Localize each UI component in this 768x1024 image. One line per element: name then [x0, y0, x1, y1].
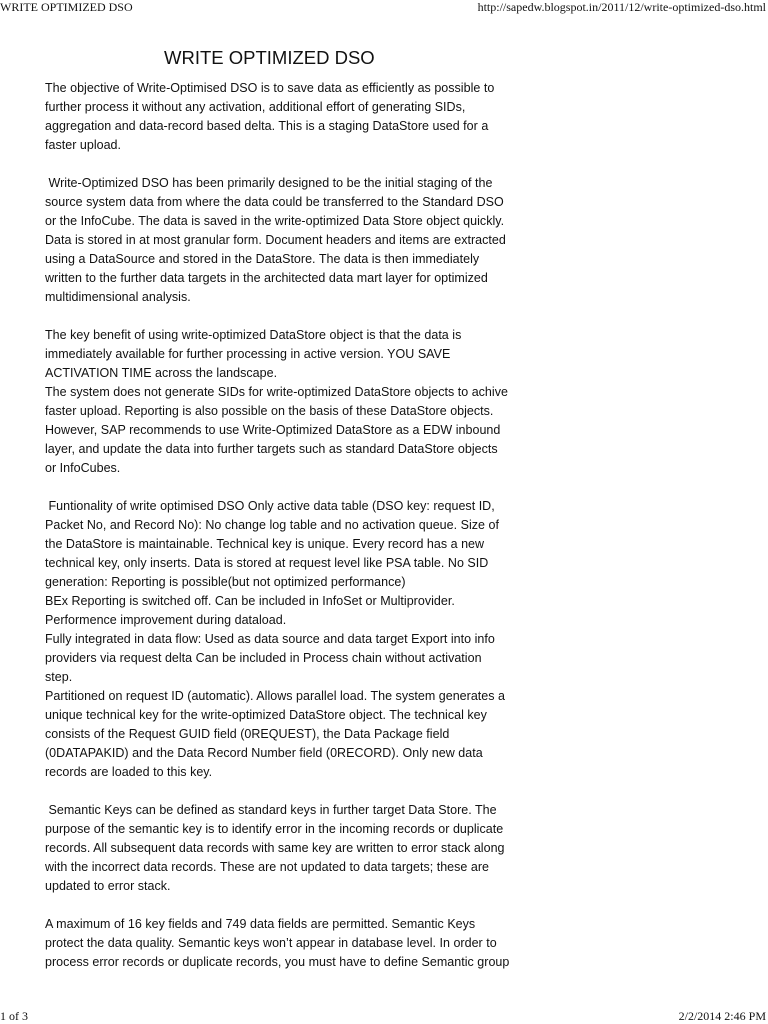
text-line: protect the data quality. Semantic keys won’t appear in database level. In order to	[45, 936, 497, 950]
document-body	[45, 79, 545, 972]
paragraph-key-benefit	[45, 326, 545, 478]
text-line: with the incorrect data records. These are not updated to data targets; these are	[45, 860, 490, 874]
text-line: purpose of the semantic key is to identify error in the incoming records or duplicate	[45, 822, 504, 836]
text-line: or InfoCubes.	[45, 461, 121, 475]
text-line: Funtionality of write optimised DSO Only active data table (DSO key: request ID,	[45, 499, 495, 513]
paragraph-gap	[45, 896, 545, 915]
print-footer-datetime: 2/2/2014 2:46 PM	[678, 1009, 766, 1023]
text-line: The key benefit of using write-optimized DataStore object is that the data is	[45, 328, 462, 342]
text-line: generation: Reporting is possible(but not optimized performance)	[45, 575, 406, 589]
text-line: or the InfoCube. The data is saved in the write-optimized Data Store object quickly.	[45, 214, 505, 228]
text-line: Write-Optimized DSO has been primarily designed to be the initial staging of the	[45, 176, 493, 190]
paragraph-design	[45, 174, 545, 307]
text-line: Performence improvement during dataload.	[45, 613, 287, 627]
text-line: consists of the Request GUID field (0REQUEST), the Data Package field	[45, 727, 450, 741]
document-title: WRITE OPTIMIZED DSO	[164, 47, 375, 68]
paragraph-semantic-keys	[45, 801, 545, 896]
text-line: Semantic Keys can be defined as standard keys in further target Data Store. The	[45, 803, 497, 817]
text-line: records. All subsequent data records with same key are written to error stack along	[45, 841, 505, 855]
text-line: layer, and update the data into further targets such as standard DataStore objects	[45, 442, 498, 456]
paragraph-objective	[45, 79, 545, 155]
text-line: multidimensional analysis.	[45, 290, 191, 304]
text-line: written to the further data targets in the architected data mart layer for optimized	[45, 271, 488, 285]
paragraph-gap	[45, 307, 545, 326]
text-line: technical key, only inserts. Data is stored at request level like PSA table. No SID	[45, 556, 489, 570]
paragraph-gap	[45, 478, 545, 497]
text-line: providers via request delta Can be included in Process chain without activation	[45, 651, 482, 665]
text-line: faster upload. Reporting is also possible on the basis of these DataStore objects.	[45, 404, 494, 418]
text-line: records are loaded to this key.	[45, 765, 213, 779]
text-line: A maximum of 16 key fields and 749 data fields are permitted. Semantic Keys	[45, 917, 476, 931]
text-line: process error records or duplicate records, you must have to define Semantic group	[45, 955, 510, 969]
text-line: Packet No, and Record No): No change log table and no activation queue. Size of	[45, 518, 499, 532]
text-line: (0DATAPAKID) and the Data Record Number field (0RECORD). Only new data	[45, 746, 483, 760]
text-line: step.	[45, 670, 73, 684]
text-line: unique technical key for the write-optimized DataStore object. The technical key	[45, 708, 487, 722]
print-header-title: WRITE OPTIMIZED DSO	[0, 0, 133, 14]
text-line: BEx Reporting is switched off. Can be included in InfoSet or Multiprovider.	[45, 594, 455, 608]
text-line: The objective of Write-Optimised DSO is to save data as efficiently as possible to	[45, 81, 495, 95]
text-line: The system does not generate SIDs for write-optimized DataStore objects to achive	[45, 385, 508, 399]
print-header-url[interactable]: http://sapedw.blogspot.in/2011/12/write-optimized-dso.html	[477, 0, 766, 14]
text-line: Fully integrated in data flow: Used as data source and data target Export into info	[45, 632, 495, 646]
text-line: source system data from where the data could be transferred to the Standard DSO	[45, 195, 504, 209]
paragraph-functionality	[45, 497, 545, 782]
text-line: Data is stored in at most granular form. Document headers and items are extracted	[45, 233, 506, 247]
text-line: aggregation and data-record based delta. This is a staging DataStore used for a	[45, 119, 489, 133]
paragraph-key-fields	[45, 915, 545, 972]
paragraph-gap	[45, 782, 545, 801]
text-line: However, SAP recommends to use Write-Optimized DataStore as a EDW inbound	[45, 423, 501, 437]
text-line: ACTIVATION TIME across the landscape.	[45, 366, 278, 380]
text-line: Partitioned on request ID (automatic). Allows parallel load. The system generates a	[45, 689, 505, 703]
text-line: further process it without any activation, additional effort of generating SIDs,	[45, 100, 466, 114]
text-line: updated to error stack.	[45, 879, 171, 893]
text-line: using a DataSource and stored in the DataStore. The data is then immediately	[45, 252, 480, 266]
text-line: immediately available for further processing in active version. YOU SAVE	[45, 347, 451, 361]
print-footer-page-number: 1 of 3	[0, 1009, 28, 1023]
text-line: faster upload.	[45, 138, 122, 152]
paragraph-gap	[45, 155, 545, 174]
text-line: the DataStore is maintainable. Technical key is unique. Every record has a new	[45, 537, 485, 551]
